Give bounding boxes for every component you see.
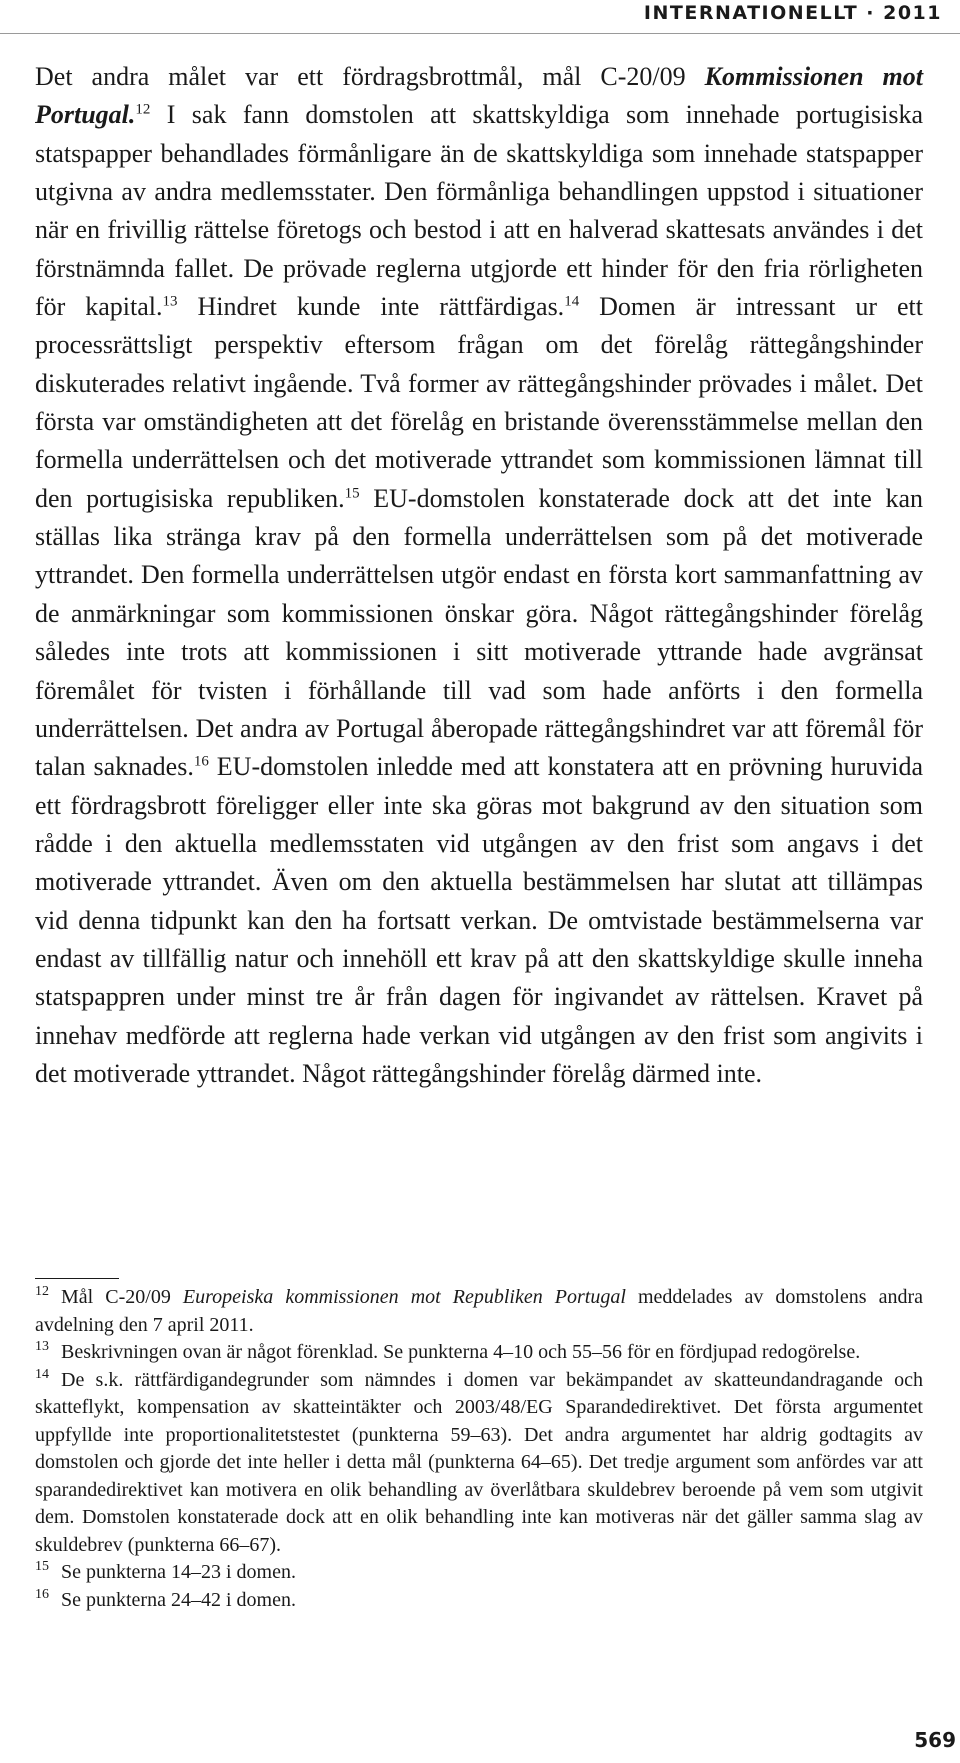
footnote-ref-13[interactable]: 13 [162,293,178,310]
text-segment: I sak fann domstolen att skattskyldiga som innehade portugisiska statspapper behandlades förmånligare än de skattskyldiga som innehade statspapper utgivna av andra medlemsstater. Den förmånliga behandlingen uppstod i situationer när en frivillig rättelse företogs och bestod i att en halverad skattesats användes i det förstnämnda fallet. De prövade reglerna utgjorde ett hinder för den fria rörligheten för kapital. [35,100,923,322]
footnote-text: meddelades av domstolens andra avdelning den 7 april 2011. [35,1286,923,1336]
footnote-number: 12 [35,1284,49,1300]
footnote-12 [35,1284,923,1339]
footnote-ref-16[interactable]: 16 [193,753,209,770]
footnote-number: 16 [35,1586,49,1602]
header-rule [0,33,960,34]
footnote-13 [35,1339,923,1367]
footnote-ref-14[interactable]: 14 [564,293,580,310]
footnote-text: Se punkterna 14–23 i domen. [61,1561,296,1583]
main-paragraph [35,58,923,1093]
text-segment: Domen är intressant ur ett processrättsligt perspektiv eftersom frågan om det förelåg rättegångshinder diskuterades relativt ingående. Två former av rättegångshinder prövades i målet. Det första var omständigheten att det förelåg en bristande överensstämmelse mellan den formella underrättelsen och det motiverade yttrandet som kommissionen lämnat till den portugisiska republiken. [35,292,923,513]
footnote-ref-15[interactable]: 15 [344,485,360,502]
footnote-14 [35,1367,923,1560]
page-number: 569 [914,1728,956,1752]
footnote-number: 13 [35,1339,49,1355]
footnote-number: 14 [35,1366,49,1382]
footnote-text: Mål C-20/09 [61,1286,183,1308]
footnote-separator [35,1278,119,1279]
text-segment: EU-domstolen konstaterade dock att det inte kan ställas lika stränga krav på den formella underrättelsen som på det motiverade yttrandet. Den formella underrättelsen utgör endast en första kort sammanfattning av de anmärkningar som kommissionen önskar göra. Något rättegångshinder förelåg således inte trots att kommissionen i sitt motiverade yttrande hade avgränsat föremålet för tvisten i förhållande till vad som hade anförts i den formella underrättelsen. Det andra av Portugal åberopade rättegångshindret var att föremål för talan saknades. [35,483,923,782]
footnote-text: De s.k. rättfärdigandegrunder som nämndes i domen var bekämpandet av skatteundandragande och skatteflykt, kompensation av skatteintäkter och 2003/48/EG Sparandedirektivet. Det första argumentet uppfyllde inte proportionalitetstestet (punkterna 59–63). Det andra argumentet har aldrig godtagits av domstolen och gjorde det inte heller i detta mål (punkterna 64–65). Det tredje argument som anfördes var att sparandedirektivet kan motivera en olik behandling av överlåtbara skuldebrev beroende på vem som utgivit dem. Domstolen konstaterade dock att en olik behandling inte kan motiveras när det gäller samma slag av skuldebrev (punkterna 66–67). [35,1368,923,1556]
footnote-case-title: Europeiska kommissionen mot Republiken Portugal [182,1286,626,1308]
footnote-text: Beskrivningen ovan är något förenklad. Se punkterna 4–10 och 55–56 för en fördjupad redogörelse. [61,1341,861,1363]
text-segment: Det andra målet var ett fördragsbrottmål, mål C-20/09 [35,62,705,91]
footnotes [35,1284,923,1614]
case-name: Kommissionen mot Portugal. [35,62,923,130]
text-segment: EU-domstolen inledde med att konstatera att en prövning huruvida ett fördragsbrott föreligger eller inte ska göras mot bakgrund av den situation som rådde i den aktuella medlemsstaten vid utgången av den frist som angavs i det motiverade yttrandet. Även om den aktuella bestämmelsen har slutat att tillämpas vid denna tidpunkt kan den ha fortsatt verkan. De omtvistade bestämmelserna var endast av tillfällig natur och innehöll ett krav på att den skattskyldige skulle inneha statspappren under minst tre år från dagen för ingivandet av rättelsen. Kravet på innehav medförde att reglerna hade verkan vid utgången av den frist som angivits i det motiverade yttrandet. Något rättegångshinder förelåg därmed inte. [35,752,923,1088]
footnote-text: Se punkterna 24–42 i domen. [61,1588,296,1611]
footnote-15 [35,1559,923,1587]
footnote-ref-12[interactable]: 12 [135,101,151,118]
running-header: INTERNATIONELLT · 2011 [643,2,942,24]
footnote-number: 15 [35,1559,49,1575]
text-segment: Hindret kunde inte rättfärdigas. [177,292,565,322]
footnote-16 [35,1587,923,1615]
